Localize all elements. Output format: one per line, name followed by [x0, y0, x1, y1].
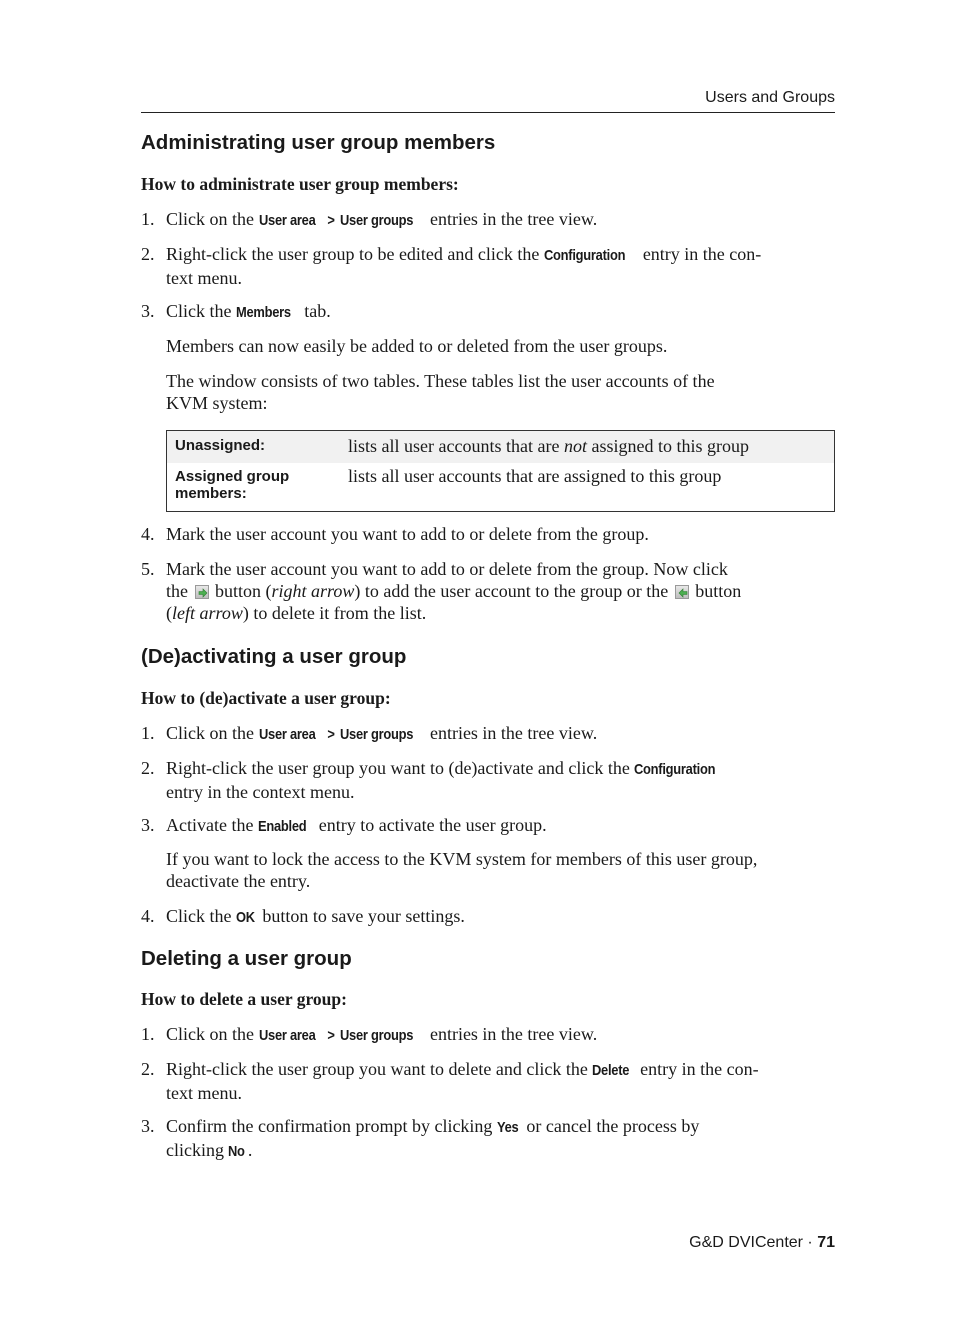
tables-definition-table [166, 430, 835, 512]
step-text: button [690, 581, 742, 601]
step-text: Click on the [166, 209, 259, 229]
page-number: 71 [817, 1234, 835, 1251]
step-number: 3. [141, 1116, 155, 1136]
step-text: Click on the [166, 723, 259, 743]
step-text: entries in the tree view. [425, 209, 598, 229]
ui-separator: > [324, 726, 339, 743]
step-text: or cancel the process by [521, 1116, 700, 1136]
step-text: Confirm the confirmation prompt by clicking [166, 1116, 497, 1136]
step-text: Right-click the user group you want to delete and click the [166, 1059, 593, 1079]
ui-user-area: User area [258, 212, 315, 229]
left-arrow-icon [675, 585, 689, 599]
term-assigned-members [175, 468, 335, 502]
step-number: 2. [141, 1059, 155, 1079]
step-text: Right-click the user group you want to (de)activate and click the [166, 758, 635, 778]
ui-ok: OK [236, 909, 255, 926]
s2-step-4 [141, 905, 835, 929]
s3-step-1 [141, 1023, 835, 1047]
term-line: Assigned group [175, 468, 290, 485]
ui-user-groups: User groups [340, 1027, 414, 1044]
step-text: Right-click the user group to be edited and click the [166, 244, 544, 264]
step-emphasis: left arrow [172, 603, 243, 623]
section-title-deleting: Deleting a user group [141, 947, 352, 970]
table-row [167, 463, 834, 511]
ui-configuration: Configuration [543, 247, 626, 264]
lock-access-note [166, 848, 835, 892]
step-text: ( [166, 603, 172, 623]
step-text: button ( [210, 581, 272, 601]
ui-members: Members [236, 304, 291, 321]
step-text: entry in the con- [638, 244, 762, 264]
step-text: ) to delete it from the list. [242, 603, 427, 623]
step-number: 3. [141, 815, 155, 835]
step-text: Mark the user account you want to add to or delete from the group. Now click [166, 559, 728, 579]
step-text: entry in the con- [635, 1059, 759, 1079]
step-number: 1. [141, 209, 155, 229]
step-number: 1. [141, 1024, 155, 1044]
s1-step-1 [141, 208, 835, 232]
s2-step-2 [141, 757, 835, 803]
ui-user-groups: User groups [340, 212, 414, 229]
page-footer [141, 1233, 835, 1253]
step-text: text menu. [166, 1083, 242, 1103]
step-text: tab. [299, 301, 331, 321]
step-text: entry to activate the user group. [314, 815, 547, 835]
tables-note [166, 370, 835, 414]
desc-text: lists all user accounts that are [348, 436, 564, 456]
note-line: deactivate the entry. [166, 871, 311, 891]
ui-separator: > [324, 212, 339, 229]
ui-user-area: User area [258, 726, 315, 743]
tables-note-line: The window consists of two tables. These tables list the user accounts of the [166, 371, 715, 391]
step-number: 5. [141, 559, 155, 579]
step-text: Click the [166, 301, 236, 321]
ui-yes: Yes [496, 1119, 519, 1136]
s1-step-3 [141, 300, 835, 324]
step-number: 4. [141, 906, 155, 926]
step-emphasis: right arrow [271, 581, 355, 601]
running-header [141, 88, 835, 113]
ui-no: No [228, 1143, 246, 1160]
section-title-administrating: Administrating user group members [141, 131, 496, 154]
step-number: 1. [141, 723, 155, 743]
step-text: ) to add the user account to the group or the [354, 581, 673, 601]
running-title: Users and Groups [705, 89, 835, 106]
term-unassigned: Unassigned: [175, 437, 266, 454]
step-text: Click the [166, 906, 236, 926]
s1-step-5 [141, 558, 835, 624]
desc-assigned-members: lists all user accounts that are assigned to this group [348, 466, 722, 486]
ui-user-area: User area [258, 1027, 315, 1044]
step-text: entries in the tree view. [425, 1024, 598, 1044]
s1-step-2 [141, 243, 835, 289]
tables-note-line: KVM system: [166, 393, 268, 413]
ui-user-groups: User groups [340, 726, 414, 743]
step-text: entry in the context menu. [166, 782, 355, 802]
ui-separator: > [324, 1027, 339, 1044]
s1-step-4 [141, 523, 835, 545]
step-text: Click on the [166, 1024, 259, 1044]
step-number: 3. [141, 301, 155, 321]
step-number: 2. [141, 758, 155, 778]
step-number: 2. [141, 244, 155, 264]
footer-product: G&D DVICenter · [689, 1234, 818, 1251]
step-text: button to save your settings. [257, 906, 465, 926]
ui-configuration: Configuration [634, 761, 716, 778]
desc-unassigned [348, 435, 749, 457]
s3-step-3 [141, 1115, 835, 1163]
desc-emphasis: not [563, 436, 587, 456]
howto-delete: How to delete a user group: [141, 989, 347, 1009]
section-title-deactivating: (De)activating a user group [141, 645, 407, 668]
desc-text: assigned to this group [586, 436, 749, 456]
members-note: Members can now easily be added to or deleted from the user groups. [166, 336, 668, 356]
step-number: 4. [141, 524, 155, 544]
table-row [167, 431, 834, 463]
note-line: If you want to lock the access to the KVM system for members of this user group, [166, 849, 758, 869]
step-text: Activate the [166, 815, 258, 835]
step-text: text menu. [166, 268, 242, 288]
howto-deactivate: How to (de)activate a user group: [141, 688, 391, 708]
step-text: entries in the tree view. [425, 723, 598, 743]
s2-step-1 [141, 722, 835, 746]
s2-step-3 [141, 814, 835, 838]
step-text: Mark the user account you want to add to or delete from the group. [166, 524, 649, 544]
step-text: the [166, 581, 193, 601]
ui-enabled: Enabled [257, 818, 307, 835]
step-text: clicking [166, 1140, 229, 1160]
step-text: . [247, 1140, 253, 1160]
right-arrow-icon [195, 585, 209, 599]
ui-delete: Delete [592, 1062, 630, 1079]
term-line: members: [175, 485, 247, 502]
howto-administrate: How to administrate user group members: [141, 174, 459, 194]
s3-step-2 [141, 1058, 835, 1104]
